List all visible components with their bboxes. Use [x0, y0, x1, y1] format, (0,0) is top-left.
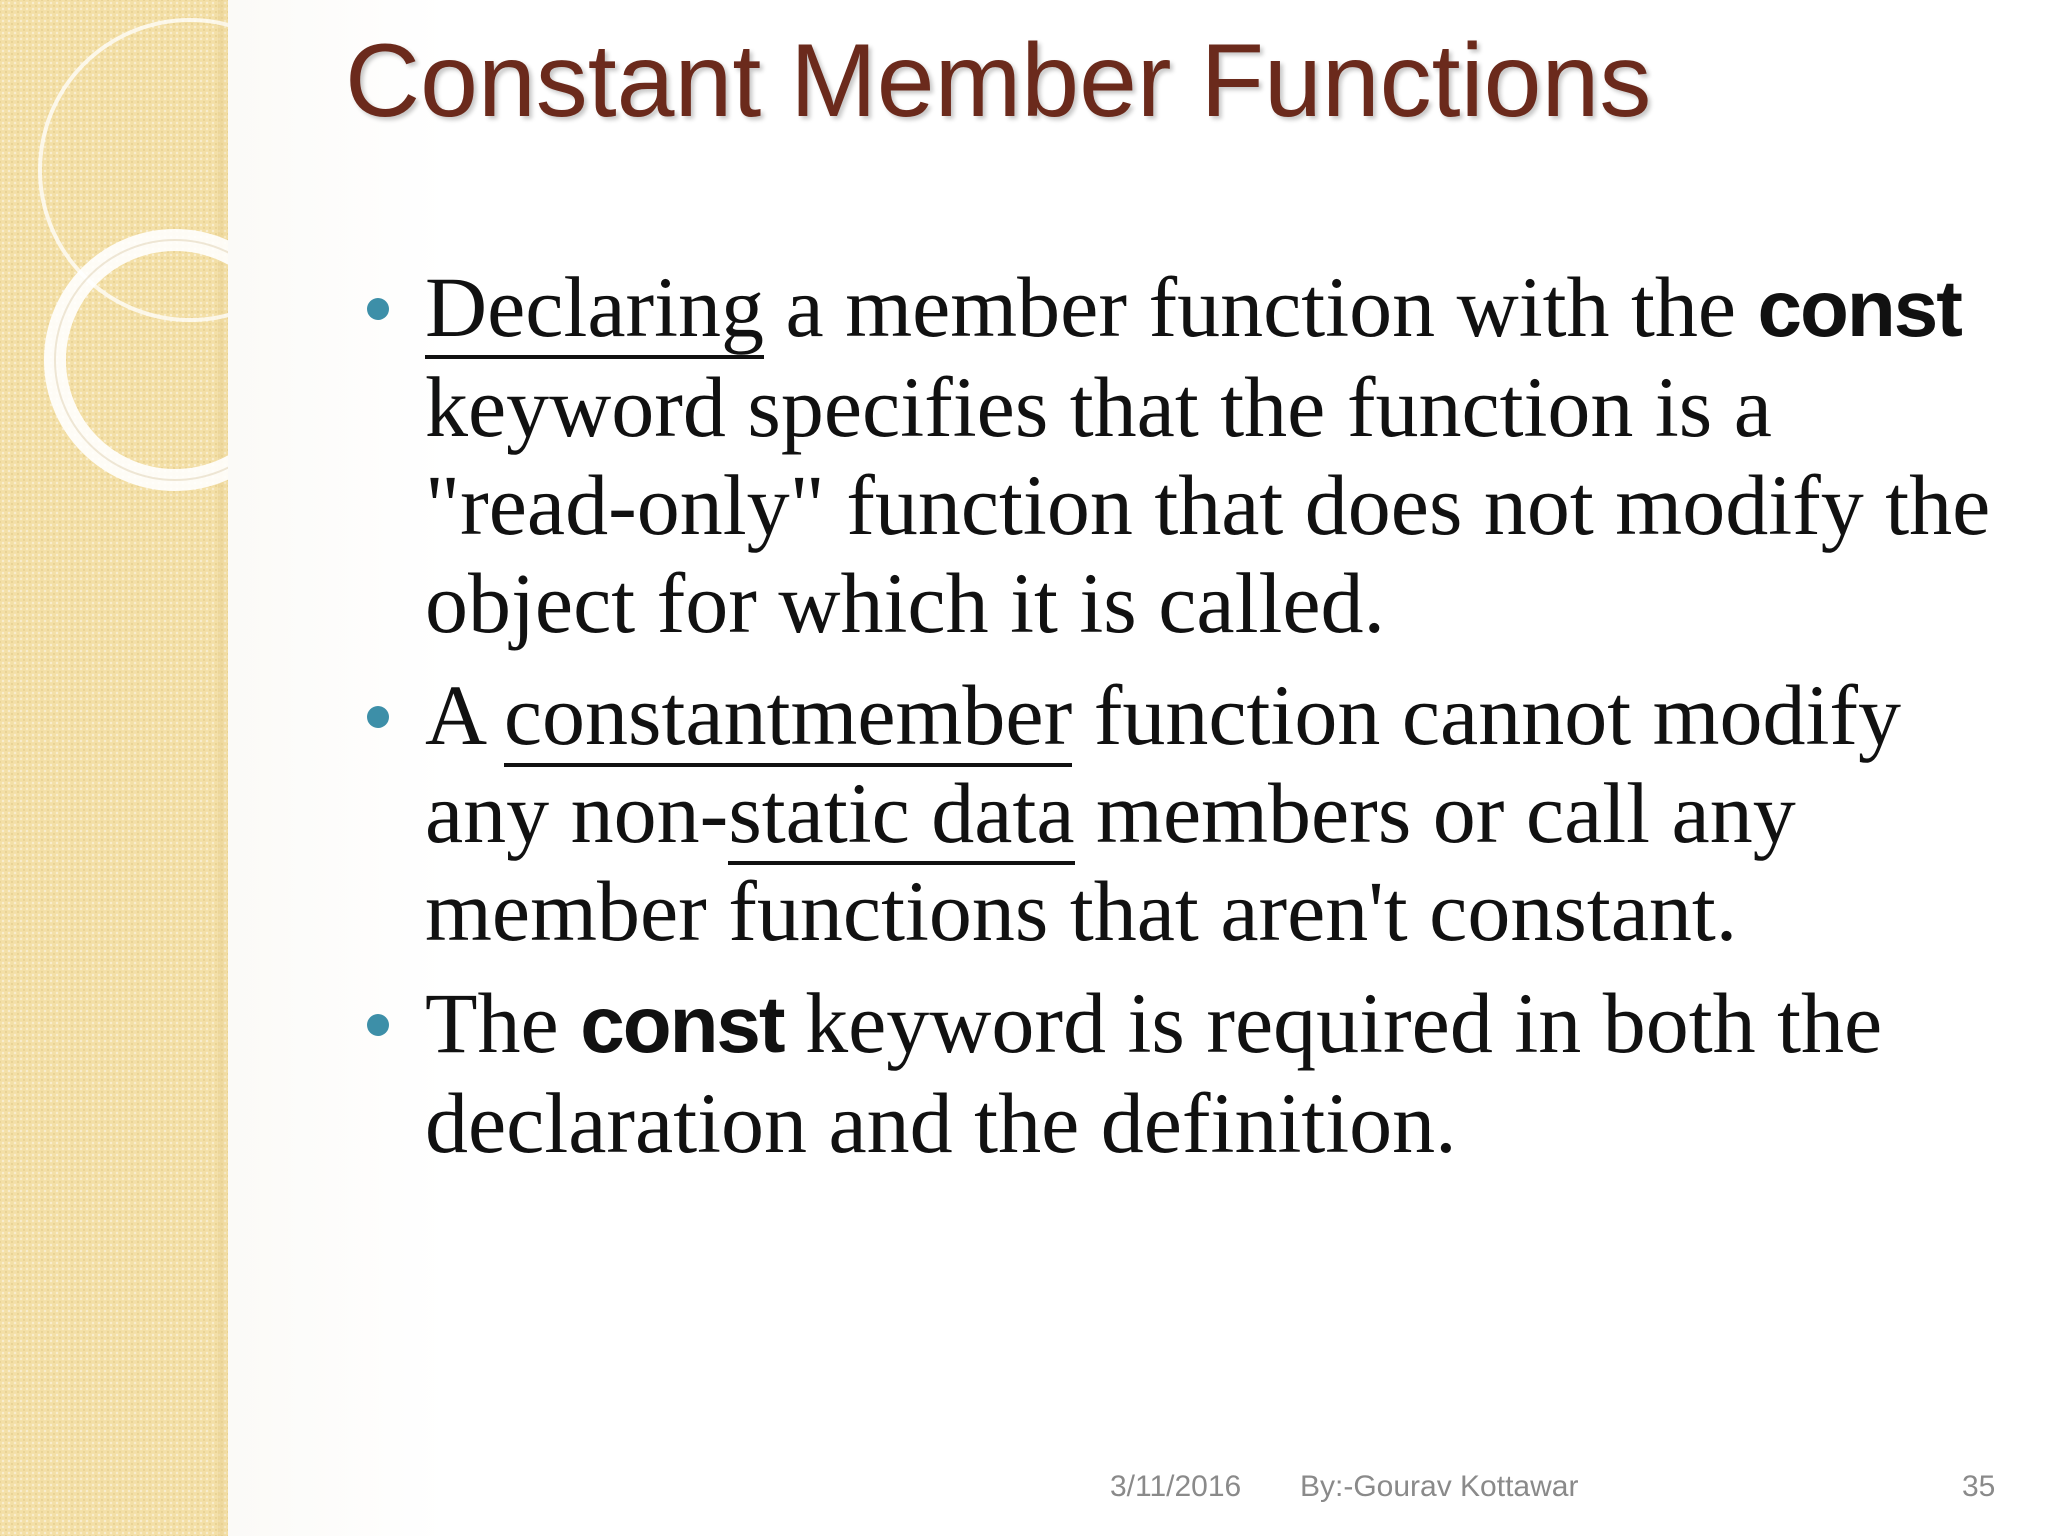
- bullet-dot-icon: [367, 1014, 389, 1036]
- bullet-item-2: [365, 666, 2005, 960]
- bullet-item-3: [365, 974, 2005, 1172]
- bullet-text: A: [425, 667, 504, 763]
- underlined-text: Declaring: [425, 259, 764, 359]
- bullet-text: The: [425, 975, 581, 1071]
- keyword-const: const: [1757, 264, 1961, 353]
- bullet-text: that aren't constant.: [1048, 863, 1738, 959]
- bullet-text: a member function with the: [764, 259, 1758, 355]
- bullet-text: keyword is required in both the declaration and the definition.: [425, 975, 1883, 1171]
- bullet-dot-icon: [367, 706, 389, 728]
- bullet-dot-icon: [367, 298, 389, 320]
- footer-date: 3/11/2016: [1110, 1470, 1242, 1503]
- underlined-text: static data: [728, 765, 1074, 865]
- bullet-text: functions: [728, 863, 1049, 959]
- bullet-text: keyword specifies that the function is a "read-only" function that does not modify the object for which it is called.: [425, 359, 1991, 651]
- keyword-const: const: [580, 980, 784, 1069]
- underlined-text: constantmember: [504, 667, 1072, 767]
- slide-number: 35: [1962, 1470, 1996, 1503]
- slide-title: Constant Member Functions: [345, 23, 1652, 139]
- bullet-text: members or call any member: [425, 765, 1796, 959]
- bullet-text: function cannot modify any non-: [425, 667, 1902, 861]
- bullet-item-1: [365, 258, 2005, 652]
- footer-author: By:-Gourav Kottawar: [1300, 1470, 1579, 1503]
- bullet-list: [365, 258, 2005, 1186]
